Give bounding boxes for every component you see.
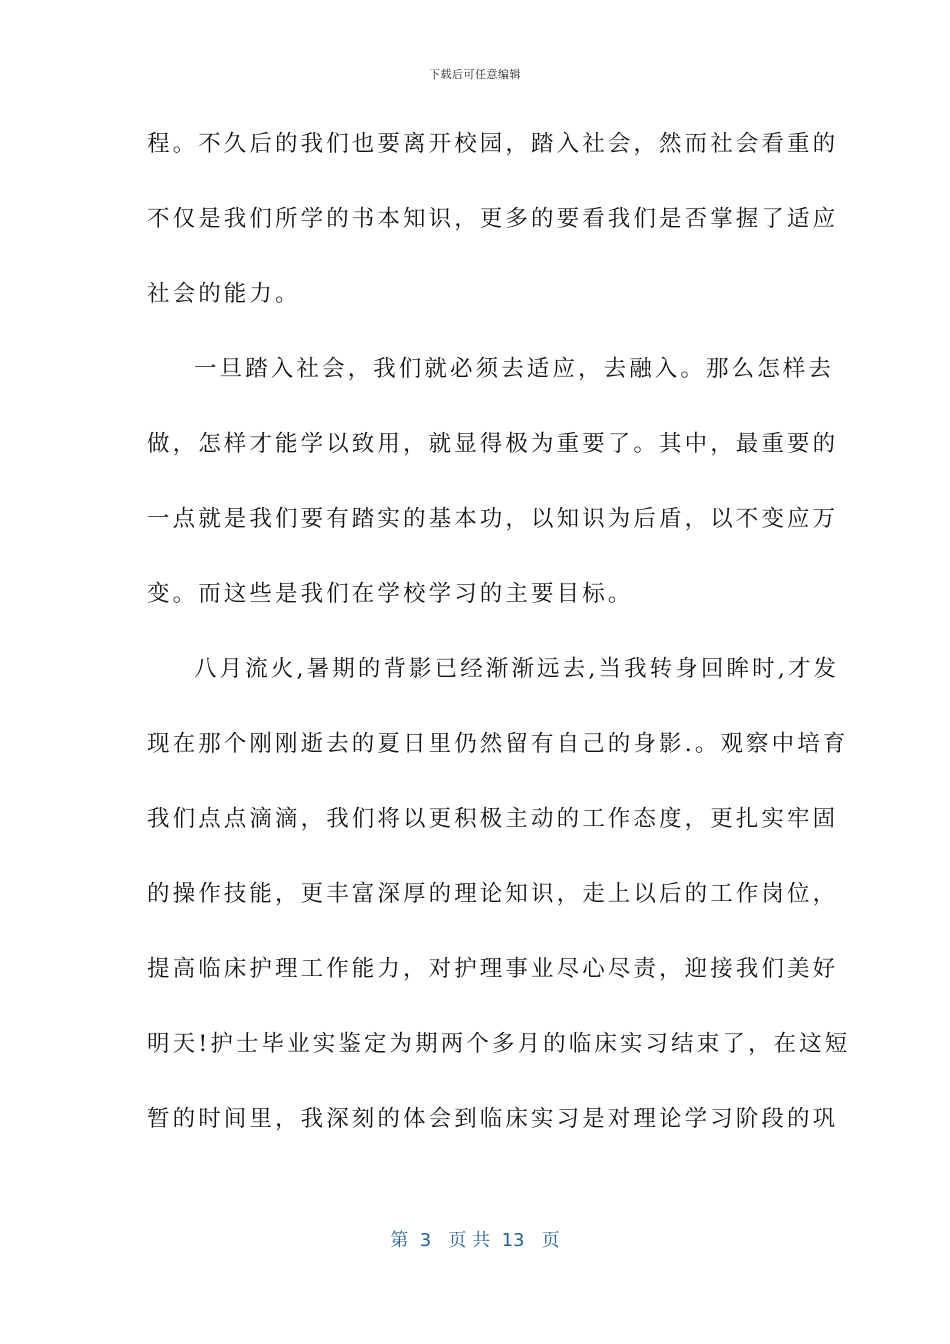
document-body [147, 117, 851, 1167]
text-line: 一点就是我们要有踏实的基本功，以知识为后盾，以不变应万 [147, 506, 839, 532]
text-line: 的操作技能，更丰富深厚的理论知识，走上以后的工作岗位， [147, 881, 839, 907]
text-line: 明天!护士毕业实鉴定为期两个多月的临床实习结束了，在这短 [147, 1031, 851, 1057]
text-line: 一旦踏入社会，我们就必须去适应，去融入。那么怎样去 [194, 356, 835, 382]
text-line: 程。不久后的我们也要离开校园，踏入社会，然而社会看重的 [147, 131, 839, 157]
text-line: 我们点点滴滴，我们将以更积极主动的工作态度，更扎实牢固 [147, 806, 839, 832]
text-line: 八月流火,暑期的背影已经渐渐远去,当我转身回眸时,才发 [194, 656, 840, 682]
text-line: 做，怎样才能学以致用，就显得极为重要了。其中，最重要的 [147, 431, 839, 457]
header-note: 下载后可任意编辑 [429, 68, 521, 81]
page-number: 第 3 页 共 13 页 [390, 1230, 560, 1251]
text-line: 不仅是我们所学的书本知识，更多的要看我们是否掌握了适应 [147, 206, 839, 232]
text-line: 提高临床护理工作能力，对护理事业尽心尽责，迎接我们美好 [147, 956, 839, 982]
text-line: 现在那个刚刚逝去的夏日里仍然留有自己的身影.。观察中培育 [147, 731, 849, 757]
text-line: 暂的时间里，我深刻的体会到临床实习是对理论学习阶段的巩 [147, 1106, 839, 1132]
text-line: 社会的能力。 [147, 281, 301, 307]
text-line: 变。而这些是我们在学校学习的主要目标。 [147, 581, 634, 607]
